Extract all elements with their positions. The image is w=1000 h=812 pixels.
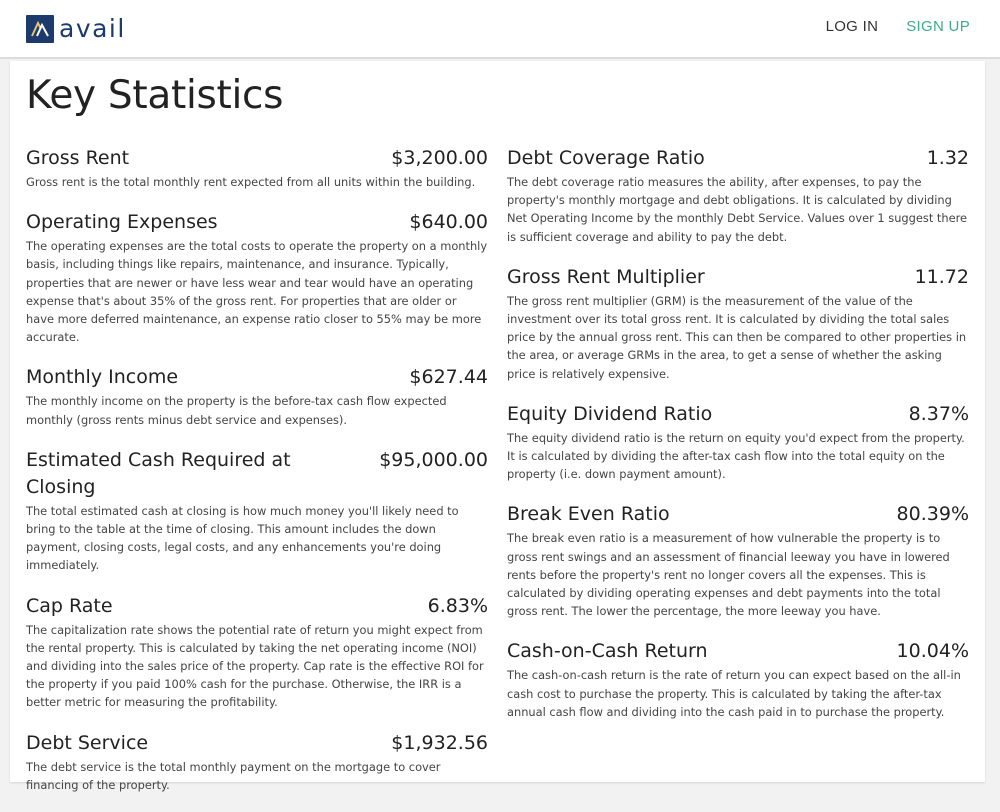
stat-value: 6.83%	[427, 594, 488, 617]
stat-monthly-income	[26, 364, 488, 428]
brand-name: avail	[59, 14, 126, 43]
stat-label: Equity Dividend Ratio	[507, 402, 713, 425]
stat-debt-service	[26, 730, 488, 794]
stat-value: 10.04%	[896, 640, 969, 663]
stat-description: The equity dividend ratio is the return on equity you'd expect from the property. It is calculated by dividing the after-tax cash flow into the total equity on the property (i.e. down payment amount).	[507, 430, 965, 482]
stat-value: $627.44	[409, 366, 488, 389]
page-title: Key Statistics	[26, 73, 284, 118]
stat-description: The total estimated cash at closing is how much money you'll likely need to bring to the table at the time of closing. This amount includes the down payment, closing costs, legal costs, and any enhancements you're doing immediately.	[26, 503, 459, 573]
stat-label: Cap Rate	[26, 594, 113, 617]
stat-value: 80.39%	[896, 503, 969, 526]
stat-description: The capitalization rate shows the potential rate of return you might expect from the rental property. This is calculated by taking the net operating income (NOI) and dividing into the sales price of the property. Cap rate is the effective ROI for the property if you paid 100% cash for the purchase. Otherwise, the IRR is a better metric for measuring the profitability.	[26, 622, 484, 710]
stat-value: $3,200.00	[391, 147, 488, 169]
stat-description: The monthly income on the property is the before-tax cash flow expected monthly (gross rents minus debt service and expenses).	[26, 394, 447, 427]
stat-label: Debt Service	[26, 731, 149, 754]
stat-cap-rate	[26, 593, 488, 712]
stat-description: The cash-on-cash return is the rate of return you can expect based on the all-in cash cost to purchase the property. This is calculated by taking the after-tax annual cash flow and dividing into the cash paid in to purchase the property.	[507, 668, 961, 719]
stat-label: Cash-on-Cash Return	[507, 640, 708, 663]
login-link[interactable]: LOG IN	[825, 18, 879, 35]
brand-logo[interactable]	[26, 15, 126, 43]
stats-column-right	[507, 145, 969, 739]
stat-description: The debt service is the total monthly payment on the mortgage to cover financing of the property.	[26, 759, 441, 792]
stat-label: Gross Rent Multiplier	[507, 265, 705, 288]
stat-description: The gross rent multiplier (GRM) is the measurement of the value of the investment over its total gross rent. It is calculated by dividing the total sales price by the annual gross rent. This can then be compared to other properties in the area, or average GRMs in the area, to get a sense of whether the asking price is relatively expensive.	[507, 293, 967, 381]
stat-description: The debt coverage ratio measures the ability, after expenses, to pay the property's monthly mortgage and debt obligations. It is calculated by dividing Net Operating Income by the monthly Debt Service. Values over 1 suggest there is sufficient coverage and ability to pay the debt.	[507, 175, 968, 244]
stat-gross-rent-multiplier	[507, 264, 969, 383]
stat-value: $640.00	[409, 211, 488, 234]
stat-break-even-ratio	[507, 501, 969, 620]
stat-value: 8.37%	[908, 402, 969, 425]
stat-estimated-cash-at-closing	[26, 447, 488, 575]
key-statistics-card	[10, 61, 985, 792]
stat-label: Monthly Income	[26, 366, 179, 389]
stat-value: 1.32	[926, 147, 969, 169]
stat-description: Gross rent is the total monthly rent expected from all units within the building.	[26, 175, 476, 189]
top-nav	[826, 18, 970, 35]
stat-equity-dividend-ratio	[507, 401, 969, 484]
stat-gross-rent	[26, 145, 488, 191]
signup-link[interactable]: SIGN UP	[906, 18, 970, 35]
stat-value: $95,000.00	[379, 448, 488, 471]
top-header	[0, 0, 1000, 59]
logo-mark-icon	[26, 15, 54, 43]
stat-description: The break even ratio is a measurement of how vulnerable the property is to gross rent swings and an assessment of financial leeway you have in lowered rents before the property's rent no longer covers all the expenses. This is calculated by dividing operating expenses and debt payments into the total gross rent. The lower the percentage, the more leeway you have.	[507, 531, 950, 619]
stat-operating-expenses	[26, 209, 488, 346]
stat-description: The operating expenses are the total costs to operate the property on a monthly basis, including things like repairs, maintenance, and insurance. Typically, properties that are newer or have less wear and tear would have an operating expense that's about 35% of the gross rent. For properties that are older or have more deferred maintenance, an expense ratio closer to 55% may be more accurate.	[26, 239, 488, 345]
stat-value: 11.72	[914, 265, 969, 288]
stats-column-left	[26, 145, 488, 812]
stat-label: Gross Rent	[26, 147, 130, 169]
stat-label: Estimated Cash Required at Closing	[26, 448, 291, 498]
stat-debt-coverage-ratio	[507, 145, 969, 246]
stat-label: Break Even Ratio	[507, 503, 670, 526]
stat-cash-on-cash-return	[507, 638, 969, 721]
stat-value: $1,932.56	[391, 731, 488, 754]
stat-label: Debt Coverage Ratio	[507, 147, 705, 169]
stat-label: Operating Expenses	[26, 211, 218, 234]
